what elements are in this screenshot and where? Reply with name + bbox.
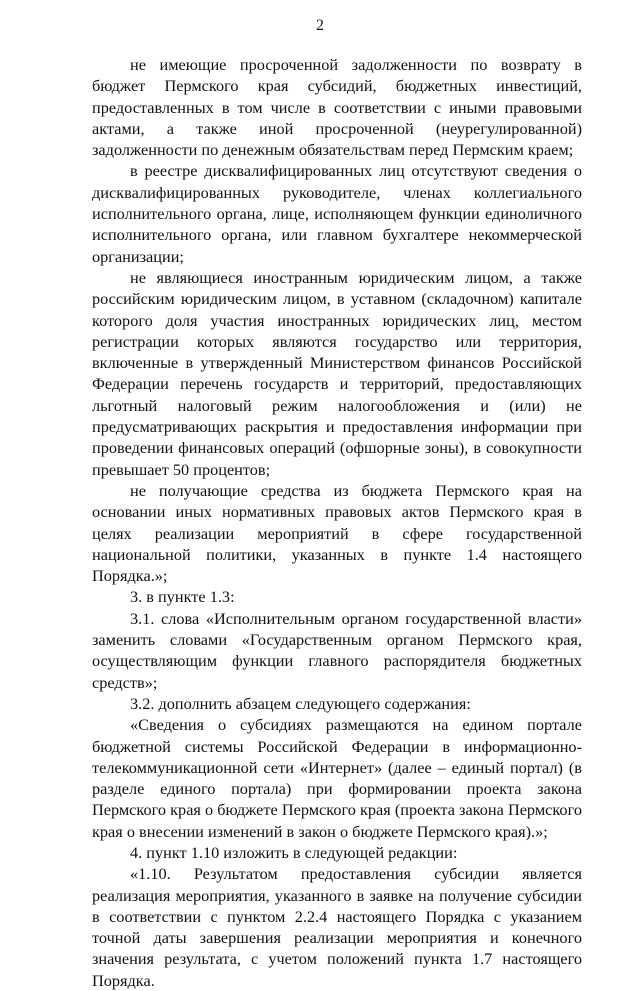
paragraph-no-debt: не имеющие просроченной задолженности по возврату в бюджет Пермского края субсидий, бюджетных инвестиций, предоставленных в том числе в соответствии с иными правовыми актами, а также иной просроченной (неурегулированной) задолженности по денежным обязательствам перед Пермским краем; bbox=[92, 55, 582, 160]
paragraph-disqualified-registry: в реестре дисквалифицированных лиц отсутствуют сведения о дисквалифицированных руководителе, членах коллегиального исполнительного органа, лице, исполняющем функции единоличного исполнительного органа, или главном бухгалтере некоммерческой организации; bbox=[92, 161, 582, 266]
document-body bbox=[92, 54, 582, 991]
paragraph-item-4: 4. пункт 1.10 изложить в следующей редакции: bbox=[130, 842, 458, 862]
paragraph-other-budget-funds: не получающие средства из бюджета Пермского края на основании иных нормативных правовых актов Пермского края в целях реализации мероприятий в сфере государственной национальной политики, указанных в пункте 1.4 настоящего Порядка.»; bbox=[92, 480, 582, 586]
paragraph-subsidy-info: «Сведения о субсидиях размещаются на едином портале бюджетной системы Российской Федерации в информационно-телекоммуникационной сети «Интернет» (далее – единый портал) (в разделе единого портала) при формировании проекта закона Пермского края о бюджете Пермского края (проекта закона Пермского края о внесении изменений в закон о бюджете Пермского края).»; bbox=[92, 715, 582, 841]
paragraph-item-1-10: «1.10. Результатом предоставления субсидии является реализация мероприятия, указанного в заявке на получение субсидии в соответствии с пунктом 2.2.4 настоящего Порядка с указанием точной даты завершения реализации мероприятия и конечного значения результата, с учетом положений пункта 1.7 настоящего Порядка. bbox=[92, 864, 582, 990]
paragraph-foreign-entity: не являющиеся иностранным юридическим лицом, а также российским юридическим лицом, в уставном (складочном) капитале которого доля участия иностранных юридических лиц, местом регистрации которых являются государство или территория, включенные в утвержденный Министерством финансов Российской Федерации перечень государств и территорий, предоставляющих льготный налоговый режим налогообложения и (или) не предусматривающих раскрытия и предоставления информации при проведении финансовых операций (офшорные зоны), в совокупности превышает 50 процентов; bbox=[92, 267, 582, 479]
paragraph-item-3-1: 3.1. слова «Исполнительным органом государственной власти» заменить словами «Государственным органом Пермского края, осуществляющим функции главного распорядителя бюджетных средств»; bbox=[92, 608, 582, 692]
page-number: 2 bbox=[316, 17, 324, 34]
paragraph-item-3-2: 3.2. дополнить абзацем следующего содержания: bbox=[130, 693, 471, 713]
paragraph-item-3: 3. в пункте 1.3: bbox=[130, 587, 235, 607]
